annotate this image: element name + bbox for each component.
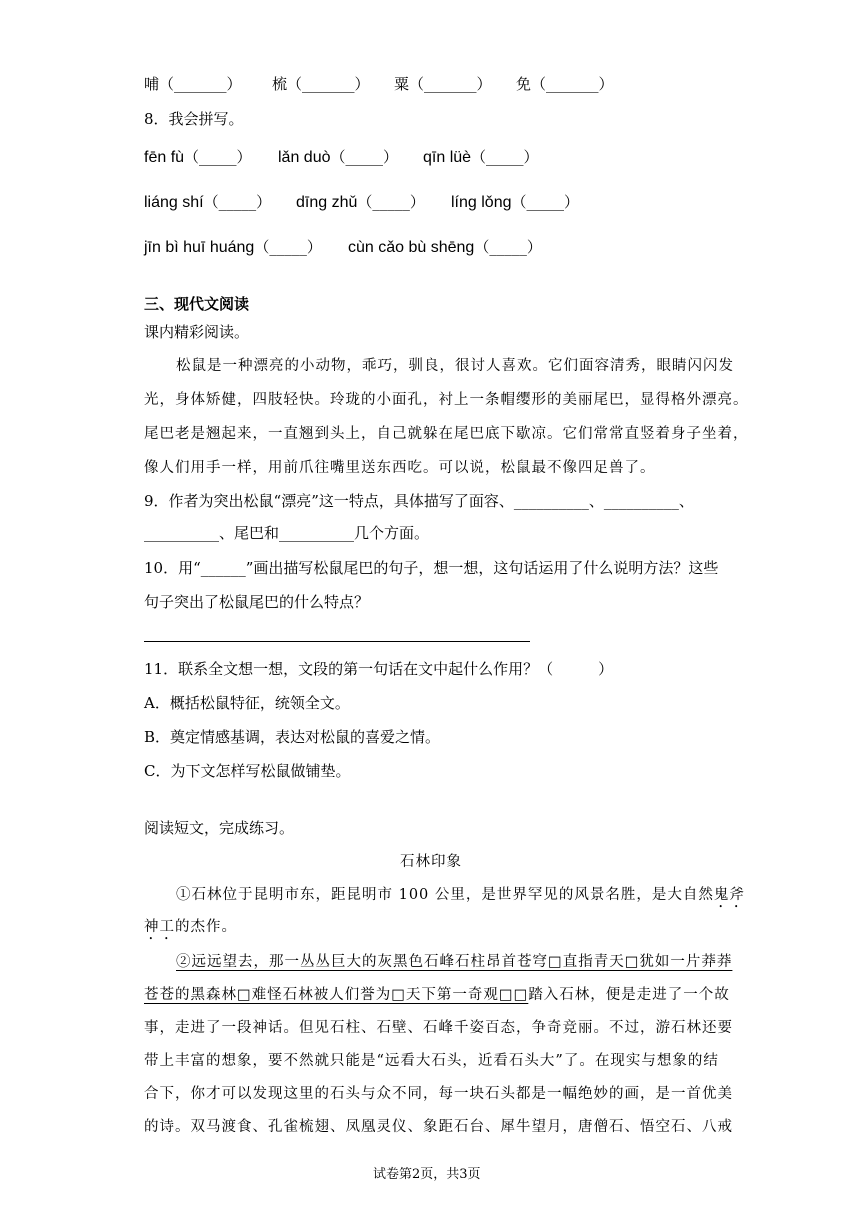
answer-blank[interactable]: （_____） [471,148,539,166]
answer-blank[interactable]: （_______） [159,75,242,93]
q7-item-4 [516,73,614,94]
question-10-cont: 句子突出了松鼠尾巴的什么特点？ [144,593,370,611]
answer-blank[interactable]: （_______） [287,75,370,93]
answer-blank[interactable]: （_____） [254,238,322,256]
passage-line: 光，身体矫健，四肢轻快。玲珑的小面孔，衬上一条帽缨形的美丽尾巴，显得格外漂亮。 [144,392,749,408]
answer-blank[interactable]: （_____） [184,148,252,166]
pinyin-item [144,236,322,257]
dotted-word: 鬼斧 [713,887,745,903]
answer-blank[interactable]: （_____） [330,148,399,166]
option-c[interactable]: C．为下文怎样写松鼠做铺垫。 [144,762,351,780]
question-9-cont: __________、尾巴和__________几个方面。 [144,524,430,542]
q7-char: 梳 [272,75,288,93]
pinyin: fēn fù [144,149,185,166]
pinyin: jīn bì huī huáng [144,239,255,256]
pinyin: cùn cǎo bù shēng [348,239,475,256]
question-9: 9．作者为突出松鼠“漂亮”这一特点，具体描写了面容、__________、__________、 [144,492,694,510]
underlined-sentence: 苍苍的黑森林□难怪石林被人们誉为□天下第一奇观□□ [144,987,529,1003]
passage-line: 尾巴老是翘起来，一直翘到头上，自己就躲在尾巴底下歇凉。它们常常直竖着身子坐着， [144,426,749,442]
dotted-word: 神工 [144,919,175,935]
underlined-sentence: ②远远望去，那一丛丛巨大的灰黑色石峰石柱昂首苍穹□直指青天□犹如一片莽莽 [176,954,733,970]
answer-blank[interactable]: （_____） [474,238,542,256]
pinyin-item [144,191,271,212]
passage-title: 石林印象 [400,854,462,870]
passage-line: ①石林位于昆明市东，距昆明市 100 公里，是世界罕见的风景名胜，是大自然鬼斧 [176,887,745,903]
pinyin: liáng shí [144,194,204,211]
pinyin: dīng zhǔ [296,194,358,211]
reading2-intro: 阅读短文，完成练习。 [144,819,295,837]
pinyin-item [278,146,398,167]
passage-line: 像人们用手一样，用前爪往嘴里送东西吃。可以说，松鼠最不像四足兽了。 [144,460,656,476]
q7-char: 粟 [394,75,410,93]
option-b[interactable]: B．奠定情感基调，表达对松鼠的喜爱之情。 [144,728,441,746]
passage-line: 神工的杰作。 [144,919,237,935]
answer-blank[interactable]: （_______） [409,75,492,93]
pinyin-item [423,146,539,167]
answer-line[interactable] [144,641,530,642]
q7-char: 免 [516,75,532,93]
pinyin: qīn lüè [423,149,472,166]
q7-item-1 [144,73,242,94]
pinyin: lǎn duò [278,149,331,166]
answer-blank[interactable]: （_____） [357,193,425,211]
answer-blank[interactable]: （_____） [203,193,272,211]
pinyin: líng lǒng [451,194,512,211]
passage-line: 带上丰富的想象，要不然就只能是“远看大石头，近看石头大”了。在现实与想象的结 [144,1053,719,1069]
passage-line: 松鼠是一种漂亮的小动物，乖巧，驯良，很讨人喜欢。它们面容清秀，眼睛闪闪发 [176,358,734,374]
passage-line: 苍苍的黑森林□难怪石林被人们誉为□天下第一奇观□□踏入石林，便是走进了一个故 [144,987,730,1003]
question-10: 10．用“______”画出描写松鼠尾巴的句子，想一想，这句话运用了什么说明方法？这些 [144,559,719,577]
reading-intro: 课内精彩阅读。 [144,323,250,341]
page-footer: 试卷第2页，共3页 [373,1167,481,1182]
section-heading: 三、现代文阅读 [144,295,250,313]
pinyin-item [144,146,252,167]
q7-char: 哺 [144,75,160,93]
answer-blank[interactable]: （_____） [511,193,580,211]
passage-line: 事，走进了一段神话。但见石柱、石壁、石峰千姿百态，争奇竞丽。不过，游石林还要 [144,1020,733,1036]
pinyin-item [348,236,542,257]
q7-item-2 [272,73,370,94]
question-11: 11．联系全文想一想，文段的第一句话在文中起什么作用？（ ） [144,660,614,678]
passage-line: 的诗。双马渡食、孔雀梳翅、凤凰灵仪、象距石台、犀牛望月，唐僧石、悟空石、八戒 [144,1119,733,1135]
option-a[interactable]: A．概括松鼠特征，统领全文。 [144,694,350,712]
q7-item-3 [394,73,492,94]
pinyin-item [296,191,425,212]
pinyin-item [451,191,579,212]
answer-blank[interactable]: （_______） [531,75,614,93]
passage-line: 合下，你才可以发现这里的石头与众不同，每一块石头都是一幅绝妙的画，是一首优美 [144,1086,733,1102]
q8-title: 8．我会拼写。 [144,110,244,128]
